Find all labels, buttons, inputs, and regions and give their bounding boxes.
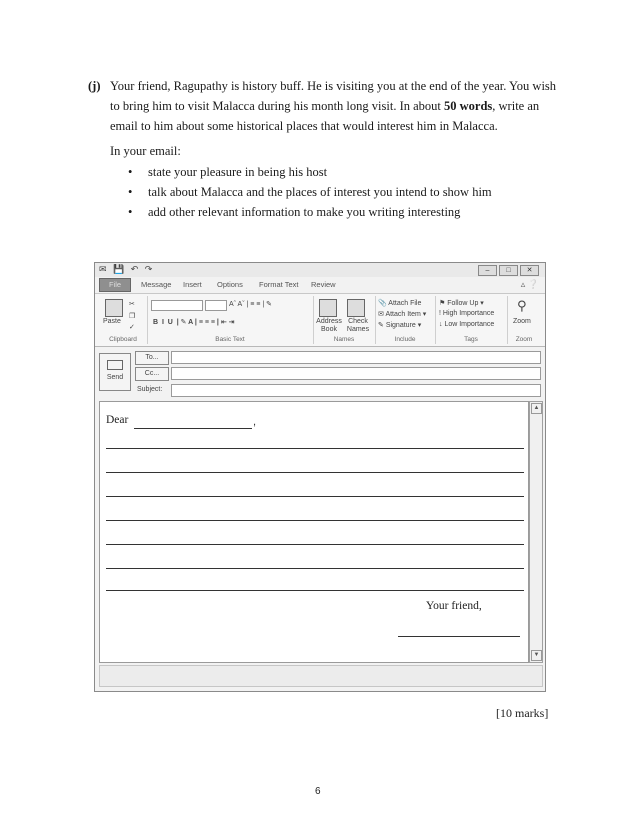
check-names-icon[interactable] — [347, 299, 365, 317]
tab-message[interactable]: Message — [141, 280, 172, 289]
high-importance-button[interactable]: ! High Importance — [439, 310, 495, 317]
to-field[interactable] — [171, 351, 541, 364]
tab-file[interactable]: File — [99, 278, 131, 292]
scroll-up-icon[interactable]: ▲ — [531, 403, 542, 414]
envelope-icon — [107, 360, 123, 370]
close-icon[interactable]: ✕ — [520, 265, 539, 276]
question-paragraph — [110, 76, 558, 136]
message-body[interactable] — [99, 401, 529, 663]
tab-insert[interactable]: Insert — [183, 280, 202, 289]
name-blank-line — [134, 428, 252, 429]
names-group — [313, 296, 376, 344]
vertical-scrollbar[interactable] — [529, 401, 543, 663]
writing-line — [106, 590, 524, 591]
high-importance-label: High Importance — [442, 310, 495, 317]
tags-group — [435, 296, 508, 344]
signature-button[interactable]: ✎ Signature ▾ — [378, 322, 422, 329]
address-book-icon[interactable] — [319, 299, 337, 317]
title-bar — [95, 263, 545, 277]
bullet-item: • add other relevant information to make you writing interesting — [128, 202, 492, 222]
copy-icon[interactable]: ❐ — [129, 313, 136, 320]
tab-options[interactable]: Options — [217, 280, 243, 289]
basic-text-caption: Basic Text — [215, 336, 245, 343]
quick-access-toolbar[interactable]: ✉ 💾 ↶ ↷ — [99, 264, 155, 274]
bullet-item: • state your pleasure in being his host — [128, 162, 492, 182]
include-caption: Include — [394, 336, 416, 343]
attach-file-label: Attach File — [388, 300, 422, 307]
zoom-button[interactable]: Zoom — [513, 318, 531, 325]
scroll-down-icon[interactable]: ▼ — [531, 650, 542, 661]
status-bar — [99, 665, 543, 687]
zoom-icon[interactable]: ⚲ — [517, 298, 527, 313]
tab-format-text[interactable]: Format Text — [259, 280, 299, 289]
email-window — [94, 262, 546, 692]
writing-line — [106, 472, 524, 473]
bullet-item: • talk about Malacca and the places of interest you intend to show him — [128, 182, 492, 202]
dear-text: Dear — [106, 414, 129, 426]
ribbon — [95, 293, 545, 347]
names-caption: Names — [333, 336, 355, 343]
font-grow-icon[interactable]: Aˆ Aˇ | ≡ ≡ | ✎ — [229, 301, 272, 308]
cc-button[interactable]: Cc... — [135, 367, 169, 381]
signature-label: Signature — [385, 322, 416, 329]
clipboard-icon[interactable] — [105, 299, 123, 317]
subject-label: Subject: — [137, 386, 163, 393]
font-size-select[interactable] — [205, 300, 227, 311]
format-buttons-icon[interactable]: B I U | ✎ A | ≡ ≡ ≡ | ⇤ ⇥ — [153, 319, 235, 326]
check-names-button[interactable]: Check Names — [346, 318, 370, 333]
window-controls — [478, 265, 539, 276]
zoom-group — [507, 296, 541, 344]
question-block — [88, 76, 558, 136]
in-your-email: In your email: — [110, 144, 181, 158]
page-number: 6 — [315, 786, 321, 797]
writing-line — [106, 448, 524, 449]
to-button[interactable]: To... — [135, 351, 169, 365]
message-header — [95, 347, 545, 397]
signature-line — [398, 636, 520, 637]
low-importance-button[interactable]: ↓ Low Importance — [439, 321, 495, 328]
follow-up-button[interactable]: ⚑ Follow Up ▾ — [439, 300, 484, 307]
cc-field[interactable] — [171, 367, 541, 380]
dear-comma: , — [253, 416, 257, 428]
attach-item-label: Attach Item — [385, 311, 421, 318]
writing-line — [106, 520, 524, 521]
word-count: 50 words — [444, 99, 493, 113]
include-group — [375, 296, 436, 344]
address-book-button[interactable]: Address Book — [316, 318, 342, 333]
attach-item-button[interactable]: ✉ Attach Item ▾ — [378, 311, 427, 318]
send-button[interactable] — [99, 353, 131, 391]
paste-button[interactable]: Paste — [103, 318, 121, 325]
marks-label: [10 marks] — [496, 706, 549, 720]
writing-line — [106, 568, 524, 569]
writing-line — [106, 496, 524, 497]
minimize-icon[interactable]: – — [478, 265, 497, 276]
low-importance-label: Low Importance — [444, 321, 495, 328]
closing-text: Your friend, — [426, 600, 482, 612]
tab-review[interactable]: Review — [311, 280, 336, 289]
font-select[interactable] — [151, 300, 203, 311]
clipboard-group — [99, 296, 148, 344]
send-label: Send — [106, 374, 124, 381]
subject-field[interactable] — [171, 384, 541, 397]
attach-file-button[interactable]: 📎 Attach File — [378, 300, 422, 307]
question-label: (j) — [88, 79, 101, 93]
cut-icon[interactable]: ✂ — [129, 301, 135, 308]
ribbon-tabs — [95, 278, 545, 292]
follow-up-label: Follow Up — [447, 300, 479, 307]
question-text-1: Your friend, Ragupathy is history buff. He is visiting you at the end of the year. You wish to bring him to visit Malacca during his month long visit. In about — [110, 79, 557, 113]
help-icon[interactable]: ▵ ❔ — [520, 279, 539, 289]
bullet-list — [128, 162, 492, 222]
format-painter-icon[interactable]: ✓ — [129, 324, 135, 331]
tags-caption: Tags — [464, 336, 478, 343]
basic-text-group — [147, 296, 314, 344]
clipboard-caption: Clipboard — [109, 336, 137, 343]
writing-line — [106, 544, 524, 545]
question-text-2: , write an email to him about some historical places that would interest him in Malacca. — [110, 99, 540, 133]
zoom-caption: Zoom — [515, 336, 533, 343]
maximize-icon[interactable]: □ — [499, 265, 518, 276]
